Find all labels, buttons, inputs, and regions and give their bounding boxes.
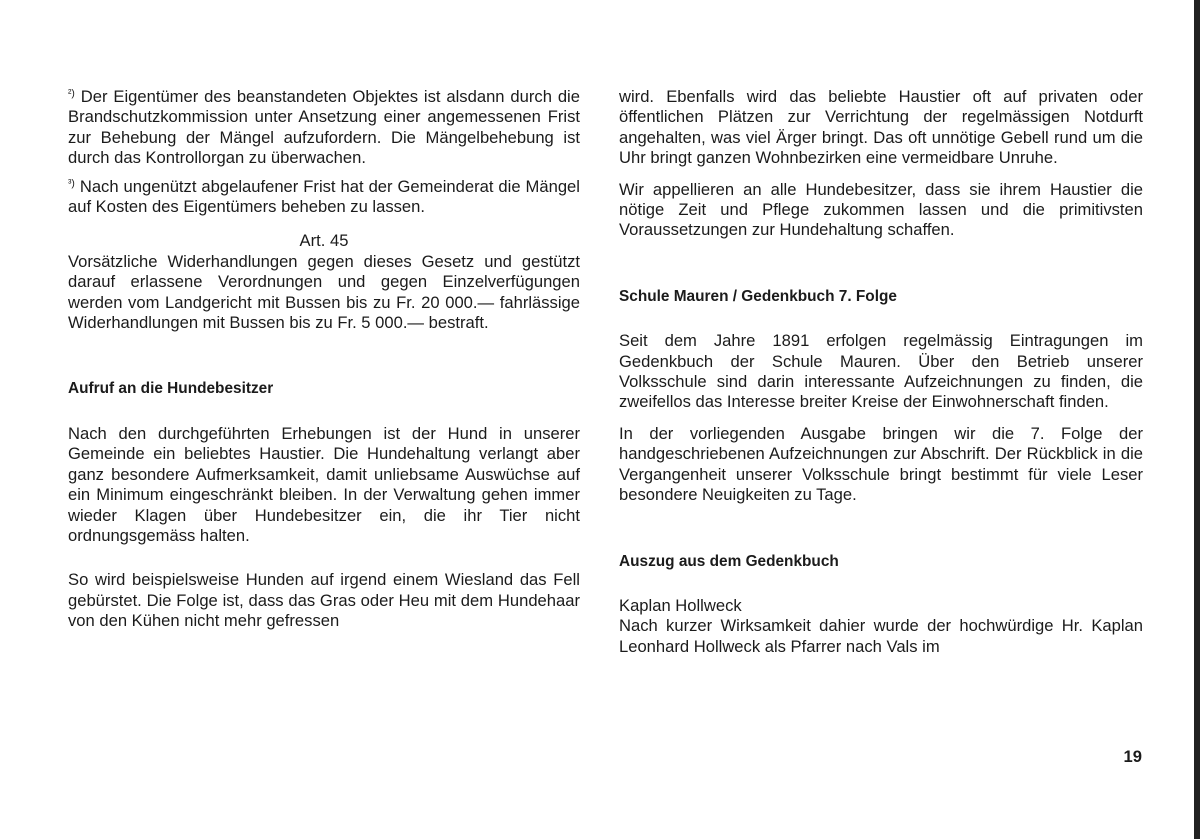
- footnote-marker-2: ²): [68, 88, 75, 100]
- subheading-kaplan: Kaplan Hollweck: [619, 595, 742, 615]
- section-heading-school: Schule Mauren / Gedenkbuch 7. Folge: [619, 287, 897, 305]
- footnote-text-3: Nach ungenützt abgelaufener Frist hat der Gemeinderat die Mängel auf Kosten des Eigentümers beheben zu lassen.: [68, 176, 580, 217]
- footnote-paragraph-2: [68, 87, 580, 169]
- school-paragraph-1: Seit dem Jahre 1891 erfolgen regelmässig Eintragungen im Gedenkbuch der Schule Mauren. Über den Betrieb unserer Volksschule sind darin interessante Aufzeichnungen zu finden, die zweifellos das Interesse breiter Kreise der Einwohnerschaft finden.: [619, 331, 1143, 412]
- school-paragraph-2: In der vorliegenden Ausgabe bringen wir die 7. Folge der handgeschriebenen Aufzeichnungen zur Abschrift. Der Rückblick in die Vergangenheit unserer Volksschule bringt bestimmt für viele Leser besondere Neuigkeiten zu Tage.: [619, 423, 1143, 505]
- footnote-paragraph-3: [68, 177, 580, 218]
- dog-owners-paragraph-2: So wird beispielsweise Hunden auf irgend einem Wiesland das Fell gebürstet. Die Folge ist, dass das Gras oder Heu mit dem Hundehaar von den Kühen nicht mehr gefressen: [68, 570, 580, 631]
- kaplan-paragraph: Nach kurzer Wirksamkeit dahier wurde der hochwürdige Hr. Kaplan Leonhard Hollweck als Pfarrer nach Vals im: [619, 616, 1143, 656]
- right-column: [619, 87, 1143, 657]
- page-edge-divider: [1194, 0, 1200, 839]
- dog-owners-paragraph-continued: wird. Ebenfalls wird das beliebte Haustier oft auf privaten oder öffentlichen Plätzen zur Verrichtung der regelmässigen Notdurft angehalten, was viel Ärger bringt. Das oft unnötige Gebell rund um die Uhr bringt ganzen Wohnbezirken eine vermeidbare Unruhe.: [619, 87, 1143, 168]
- footnote-text-2: Der Eigentümer des beanstandeten Objektes ist alsdann durch die Brandschutzkommission unter Ansetzung einer angemessenen Frist zur Behebung der Mängel aufzufordern. Die Mängelbehebung ist durch das Kontrollorgan zu überwachen.: [68, 87, 580, 168]
- page-number: 19: [1123, 747, 1142, 766]
- footnote-marker-3: ³): [68, 177, 75, 189]
- section-heading-excerpt: Auszug aus dem Gedenkbuch: [619, 552, 839, 570]
- dog-owners-paragraph-1: Nach den durchgeführten Erhebungen ist der Hund in unserer Gemeinde ein beliebtes Haustier. Die Hundehaltung verlangt aber ganz besondere Aufmerksamkeit, damit unliebsame Auswüchse auf ein Minimum eingeschränkt bleiben. In der Verwaltung gehen immer wieder Klagen über Hundebesitzer ein, die ihr Tier nicht ordnungsgemäss halten.: [68, 423, 580, 545]
- section-heading-dog-owners: Aufruf an die Hundebesitzer: [68, 380, 274, 398]
- article-paragraph: Vorsätzliche Widerhandlungen gegen dieses Gesetz und gestützt darauf erlassene Verordnungen und gegen Einzelverfügungen werden vom Landgericht mit Bussen bis zu Fr. 20 000.— fahrlässige Widerhandlungen mit Bussen bis zu Fr. 5 000.— bestraft.: [68, 251, 580, 333]
- appeal-paragraph: Wir appellieren an alle Hundebesitzer, dass sie ihrem Haustier die nötige Zeit und Pflege zukommen lassen und die primitivsten Voraussetzungen zur Hundehaltung schaffen.: [619, 179, 1143, 240]
- article-label: Art. 45: [299, 231, 349, 251]
- left-column: [68, 87, 580, 632]
